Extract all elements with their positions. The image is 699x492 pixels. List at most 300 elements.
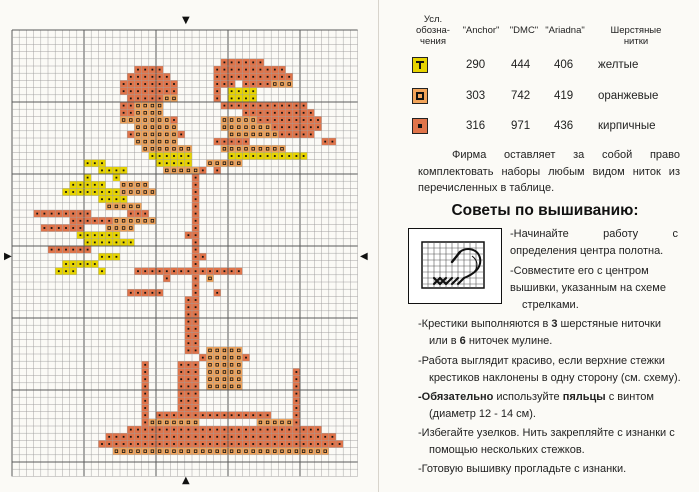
- stitch-cell: [206, 354, 213, 361]
- stitch-symbol: [51, 213, 53, 215]
- stitch-symbol: [166, 162, 168, 164]
- stitch-symbol: [209, 429, 211, 431]
- stitch-symbol: [173, 443, 175, 445]
- stitch-symbol: [195, 220, 197, 222]
- stitch-cell: [163, 124, 170, 131]
- stitch-symbol: [252, 155, 254, 157]
- stitch-cell: [214, 368, 221, 375]
- stitch-symbol: [209, 443, 211, 445]
- stitch-cell: [278, 419, 285, 426]
- stitch-symbol: [108, 234, 110, 236]
- stitch-symbol: [195, 292, 197, 294]
- stitch-symbol: [144, 422, 146, 424]
- dot-symbol-icon: [412, 118, 428, 134]
- stitch-symbol: [281, 429, 283, 431]
- center-arrow-top-icon: ▼: [182, 15, 190, 26]
- stitch-cell: [134, 448, 141, 455]
- stitch-cell: [228, 145, 235, 152]
- stitch-symbol: [173, 414, 175, 416]
- stitch-cell: [120, 188, 127, 195]
- stitch-symbol: [195, 443, 197, 445]
- stitch-symbol: [296, 443, 298, 445]
- stitch-cell: [314, 448, 321, 455]
- stitch-cell: [235, 376, 242, 383]
- stitch-symbol: [195, 278, 197, 280]
- stitch-symbol: [274, 76, 276, 78]
- stitch-symbol: [216, 170, 218, 172]
- key-header-symbol: Усл. обозна- чения: [416, 14, 450, 47]
- stitch-cell: [257, 448, 264, 455]
- stitch-symbol: [281, 126, 283, 128]
- stitch-symbol: [231, 83, 233, 85]
- tip-3-threads-count: 3: [551, 318, 558, 330]
- stitch-symbol: [137, 443, 139, 445]
- stitch-symbol: [173, 270, 175, 272]
- stitch-symbol: [101, 234, 103, 236]
- stitch-symbol: [101, 191, 103, 193]
- stitch-symbol: [195, 242, 197, 244]
- stitch-symbol: [245, 69, 247, 71]
- stitch-symbol: [137, 69, 139, 71]
- stitch-cell: [250, 448, 257, 455]
- stitch-symbol: [130, 429, 132, 431]
- stitch-symbol: [303, 134, 305, 136]
- stitch-symbol: [152, 90, 154, 92]
- stitch-cell: [228, 376, 235, 383]
- stitch-cell: [264, 131, 271, 138]
- stitch-symbol: [216, 443, 218, 445]
- tip-3-text-d: или в: [429, 335, 460, 347]
- stitch-symbol: [310, 134, 312, 136]
- stitch-symbol: [216, 414, 218, 416]
- stitch-symbol: [80, 227, 82, 229]
- stitch-symbol: [209, 414, 211, 416]
- stitch-symbol: [130, 112, 132, 114]
- stitch-symbol: [144, 90, 146, 92]
- stitch-symbol: [58, 249, 60, 251]
- stitch-symbol: [310, 436, 312, 438]
- stitch-cell: [206, 361, 213, 368]
- stitch-cell: [235, 361, 242, 368]
- tip-4-line-2: крестиков наклонены в одну сторону (см. схему).: [429, 372, 681, 384]
- stitch-symbol: [94, 220, 96, 222]
- stitch-symbol: [238, 270, 240, 272]
- stitch-symbol: [144, 407, 146, 409]
- stitch-symbol: [101, 184, 103, 186]
- tip-2-line-2: вышивки, указанным на схеме: [510, 282, 666, 294]
- stitch-symbol: [332, 443, 334, 445]
- stitch-symbol: [202, 256, 204, 258]
- stitch-symbol: [224, 105, 226, 107]
- key-header-ariadna: "Ariadna": [545, 25, 585, 36]
- stitch-symbol: [288, 429, 290, 431]
- stitch-symbol: [144, 69, 146, 71]
- stitch-symbol: [245, 443, 247, 445]
- stitch-symbol: [159, 429, 161, 431]
- stitch-cell: [228, 124, 235, 131]
- stitch-symbol: [216, 429, 218, 431]
- stitch-symbol: [281, 105, 283, 107]
- dmc-number: 742: [511, 90, 531, 102]
- stitch-symbol: [332, 436, 334, 438]
- stitch-symbol: [216, 270, 218, 272]
- dmc-number: 444: [511, 59, 531, 71]
- stitch-cell: [163, 116, 170, 123]
- stitch-cell: [214, 354, 221, 361]
- stitch-symbol: [130, 436, 132, 438]
- stitch-cell: [149, 419, 156, 426]
- stitch-symbol: [202, 436, 204, 438]
- stitch-symbol: [195, 364, 197, 366]
- stitch-symbol: [130, 292, 132, 294]
- stitch-symbol: [101, 256, 103, 258]
- stitch-symbol: [180, 429, 182, 431]
- stitch-symbol: [87, 191, 89, 193]
- stitch-symbol: [180, 378, 182, 380]
- stitch-symbol: [130, 134, 132, 136]
- stitch-symbol: [144, 270, 146, 272]
- stitch-symbol: [44, 227, 46, 229]
- stitch-cell: [228, 160, 235, 167]
- ariadna-number: 419: [554, 90, 574, 102]
- stitch-cell: [235, 145, 242, 152]
- stitch-symbol: [180, 386, 182, 388]
- stitch-symbol: [195, 342, 197, 344]
- stitch-cell: [221, 448, 228, 455]
- instructions-panel: [380, 0, 699, 492]
- stitch-symbol: [116, 242, 118, 244]
- stitch-symbol: [296, 386, 298, 388]
- stitch-symbol: [260, 83, 262, 85]
- stitch-symbol: [310, 126, 312, 128]
- stitch-cell: [134, 181, 141, 188]
- stitch-cell: [206, 448, 213, 455]
- stitch-cell: [257, 131, 264, 138]
- stitch-symbol: [188, 328, 190, 330]
- stitch-cell: [178, 419, 185, 426]
- stitch-symbol: [173, 436, 175, 438]
- stitch-symbol: [245, 414, 247, 416]
- stitch-symbol: [144, 76, 146, 78]
- stitch-symbol: [72, 191, 74, 193]
- tip-5-line-2: (диаметр 12 - 14 см).: [429, 408, 536, 420]
- stitch-symbol: [195, 306, 197, 308]
- stitch-cell: [322, 448, 329, 455]
- stitch-symbol: [224, 443, 226, 445]
- stitch-symbol: [123, 242, 125, 244]
- stitch-symbol: [180, 364, 182, 366]
- tip-6-line-1: -Избегайте узелков. Нить закрепляйте с изнанки с: [418, 427, 675, 439]
- stitch-cell: [206, 160, 213, 167]
- stitch-symbol: [238, 62, 240, 64]
- stitch-symbol: [180, 134, 182, 136]
- stitch-symbol: [195, 407, 197, 409]
- stitch-cell: [221, 145, 228, 152]
- stitch-cell: [221, 376, 228, 383]
- stitch-cell: [156, 131, 163, 138]
- center-arrow-bottom-icon: ▲: [182, 475, 190, 486]
- stitch-symbol: [180, 414, 182, 416]
- pattern-grid: [12, 30, 358, 476]
- stitch-symbol: [188, 155, 190, 157]
- stitch-symbol: [94, 263, 96, 265]
- stitch-symbol: [238, 443, 240, 445]
- stitch-symbol: [72, 249, 74, 251]
- stitch-symbol: [303, 112, 305, 114]
- stitch-symbol: [252, 98, 254, 100]
- stitch-symbol: [123, 443, 125, 445]
- stitch-symbol: [310, 119, 312, 121]
- stitch-cell: [242, 131, 249, 138]
- stitch-symbol: [166, 436, 168, 438]
- stitch-symbol: [166, 83, 168, 85]
- stitch-symbol: [188, 393, 190, 395]
- stitch-symbol: [188, 400, 190, 402]
- stitch-symbol: [144, 371, 146, 373]
- stitch-symbol: [274, 119, 276, 121]
- stitch-symbol: [317, 443, 319, 445]
- stitch-symbol: [144, 83, 146, 85]
- stitch-cell: [142, 138, 149, 145]
- stitch-cell: [214, 448, 221, 455]
- stitch-cell: [221, 383, 228, 390]
- stitch-symbol: [195, 285, 197, 287]
- stitch-symbol: [216, 436, 218, 438]
- stitch-symbol: [252, 429, 254, 431]
- stitch-symbol: [288, 443, 290, 445]
- stitch-cell: [250, 116, 257, 123]
- stitch-symbol: [216, 98, 218, 100]
- stitch-symbol: [231, 443, 233, 445]
- stitch-cell: [113, 224, 120, 231]
- stitch-symbol: [123, 198, 125, 200]
- stitch-symbol: [231, 436, 233, 438]
- stitch-symbol: [80, 191, 82, 193]
- anchor-number: 303: [466, 90, 486, 102]
- tip-5-line-1: [418, 389, 654, 406]
- stitch-cell: [113, 217, 120, 224]
- stitch-cell: [235, 448, 242, 455]
- stitch-cell: [120, 116, 127, 123]
- stitch-symbol: [288, 155, 290, 157]
- tip-3-text-a: -Крестики выполняются в: [418, 318, 552, 330]
- stitch-symbol: [94, 191, 96, 193]
- stitch-cell: [120, 224, 127, 231]
- stitch-symbol: [252, 112, 254, 114]
- stitch-cell: [257, 419, 264, 426]
- center-arrow-right-icon: ◀: [360, 251, 368, 262]
- stitch-symbol: [296, 119, 298, 121]
- stitch-symbol: [108, 443, 110, 445]
- stitch-symbol: [260, 69, 262, 71]
- stitch-symbol: [216, 90, 218, 92]
- stitch-cell: [120, 448, 127, 455]
- stitch-cell: [142, 109, 149, 116]
- stitch-symbol: [80, 213, 82, 215]
- stitch-symbol: [245, 357, 247, 359]
- stitch-symbol: [245, 429, 247, 431]
- stitch-symbol: [267, 429, 269, 431]
- stitch-symbol: [303, 155, 305, 157]
- stitch-symbol: [188, 350, 190, 352]
- stitch-symbol: [130, 105, 132, 107]
- ariadna-number: 436: [554, 120, 574, 132]
- stitch-cell: [235, 131, 242, 138]
- stitch-symbol: [288, 134, 290, 136]
- stitch-symbol: [101, 270, 103, 272]
- stitch-cell: [293, 448, 300, 455]
- stitch-symbol: [274, 112, 276, 114]
- stitch-cell: [127, 203, 134, 210]
- stitch-cell: [206, 347, 213, 354]
- stitch-symbol: [87, 242, 89, 244]
- stitch-symbol: [80, 234, 82, 236]
- stitch-cell: [149, 188, 156, 195]
- stitch-cell: [242, 116, 249, 123]
- stitch-cell: [228, 448, 235, 455]
- stitch-symbol: [159, 443, 161, 445]
- tip-5-hoop-word: пяльцы: [562, 391, 606, 403]
- stitch-cell: [278, 448, 285, 455]
- stitch-symbol: [123, 170, 125, 172]
- stitch-cell: [163, 448, 170, 455]
- stitch-symbol: [36, 213, 38, 215]
- stitch-symbol: [123, 90, 125, 92]
- stitch-symbol: [224, 83, 226, 85]
- stitch-symbol: [87, 162, 89, 164]
- stitch-symbol: [296, 414, 298, 416]
- stitch-symbol: [130, 242, 132, 244]
- stitch-symbol: [51, 227, 53, 229]
- stitch-cell: [221, 124, 228, 131]
- stitch-cell: [264, 448, 271, 455]
- stitch-symbol: [310, 112, 312, 114]
- stitch-symbol: [152, 76, 154, 78]
- stitch-symbol: [137, 98, 139, 100]
- stitch-cell: [134, 109, 141, 116]
- stitch-symbol: [238, 436, 240, 438]
- stitch-symbol: [188, 270, 190, 272]
- stitch-cell: [185, 145, 192, 152]
- stitch-symbol: [260, 155, 262, 157]
- stitch-symbol: [94, 234, 96, 236]
- stitch-symbol: [80, 263, 82, 265]
- stitch-cell: [163, 138, 170, 145]
- stitch-cell: [235, 383, 242, 390]
- stitch-cell: [163, 167, 170, 174]
- stitch-cell: [178, 145, 185, 152]
- stitch-cell: [271, 419, 278, 426]
- stitch-symbol: [224, 436, 226, 438]
- stitch-symbol: [324, 141, 326, 143]
- stitch-cell: [221, 354, 228, 361]
- stitch-symbol: [188, 414, 190, 416]
- stitch-cell: [264, 419, 271, 426]
- stitch-symbol: [274, 69, 276, 71]
- stitch-cell: [127, 116, 134, 123]
- stitch-symbol: [188, 436, 190, 438]
- stitch-symbol: [159, 436, 161, 438]
- stitch-symbol: [195, 263, 197, 265]
- stitch-symbol: [116, 234, 118, 236]
- stitch-cell: [142, 188, 149, 195]
- stitch-symbol: [303, 105, 305, 107]
- stitch-symbol: [123, 105, 125, 107]
- stitch-symbol: [195, 198, 197, 200]
- stitch-symbol: [101, 220, 103, 222]
- tip-6-line-2: помощью нескольких стежков.: [429, 444, 585, 456]
- stitch-symbol: [245, 112, 247, 114]
- stitch-symbol: [216, 69, 218, 71]
- stitch-symbol: [231, 98, 233, 100]
- stitch-symbol: [51, 249, 53, 251]
- stitch-symbol: [159, 414, 161, 416]
- stitch-cell: [156, 448, 163, 455]
- stitch-symbol: [144, 213, 146, 215]
- stitch-symbol: [296, 429, 298, 431]
- stitch-symbol: [152, 155, 154, 157]
- stitch-symbol: [130, 213, 132, 215]
- stitch-symbol: [195, 213, 197, 215]
- stitch-cell: [156, 138, 163, 145]
- stitch-symbol: [296, 134, 298, 136]
- stitch-symbol: [144, 364, 146, 366]
- dmc-number: 971: [511, 120, 531, 132]
- tip-5-text-b: используйте: [493, 391, 563, 403]
- stitch-cell: [206, 275, 213, 282]
- ariadna-number: 406: [554, 59, 574, 71]
- stitch-cell: [113, 448, 120, 455]
- color-name: желтые: [598, 59, 639, 71]
- stitch-symbol: [87, 263, 89, 265]
- stitch-symbol: [260, 429, 262, 431]
- tip-5-text-d: с винтом: [605, 391, 654, 403]
- stitch-cell: [170, 138, 177, 145]
- stitch-cell: [149, 124, 156, 131]
- stitch-cell: [120, 217, 127, 224]
- stitch-cell: [286, 80, 293, 87]
- stitch-symbol: [72, 227, 74, 229]
- stitch-symbol: [296, 378, 298, 380]
- stitch-symbol: [296, 407, 298, 409]
- stitch-cell: [127, 448, 134, 455]
- stitch-symbol: [332, 141, 334, 143]
- tip-3-line-1: [418, 316, 661, 333]
- stitch-symbol: [202, 357, 204, 359]
- stitch-cell: [221, 160, 228, 167]
- stitch-symbol: [296, 155, 298, 157]
- stitch-cell: [192, 167, 199, 174]
- tip-1-line-1: -Начинайте работу с: [510, 228, 678, 240]
- stitch-symbol: [202, 270, 204, 272]
- stitch-symbol: [173, 155, 175, 157]
- stitch-cell: [134, 131, 141, 138]
- stitch-symbol: [216, 83, 218, 85]
- stitch-symbol: [188, 314, 190, 316]
- stitch-symbol: [252, 83, 254, 85]
- stitch-symbol: [173, 119, 175, 121]
- stitch-cell: [264, 145, 271, 152]
- stitch-cell: [170, 145, 177, 152]
- stitch-symbol: [144, 436, 146, 438]
- stitch-symbol: [281, 155, 283, 157]
- anchor-number: 290: [466, 59, 486, 71]
- stitch-symbol: [252, 90, 254, 92]
- stitch-cell: [271, 131, 278, 138]
- stitch-symbol: [281, 443, 283, 445]
- tip-3-text-c: шерстяные ниточки: [557, 318, 661, 330]
- stitch-symbol: [159, 155, 161, 157]
